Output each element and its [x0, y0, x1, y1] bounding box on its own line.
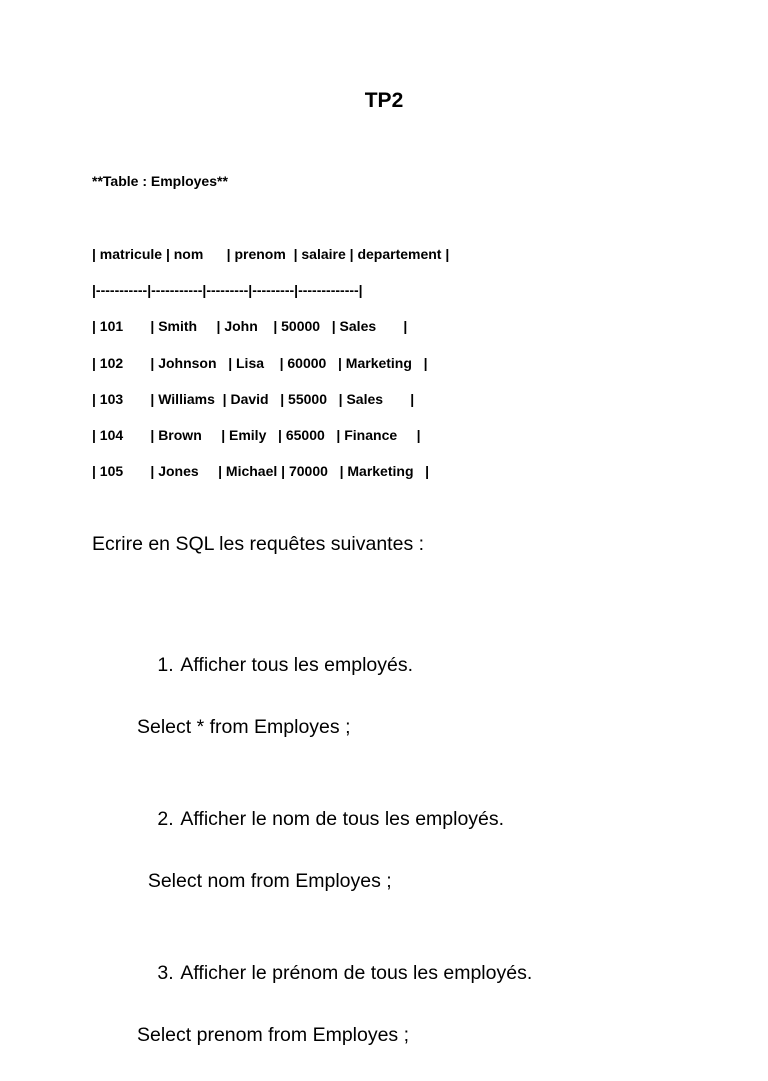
- table-row-line: | 102 | Johnson | Lisa | 60000 | Marketing |: [92, 354, 428, 371]
- table-caption: **Table : Employes**: [92, 173, 228, 189]
- sql-answer: Select nom from Employes ;: [137, 870, 392, 892]
- table-header-line: | matricule | nom | prenom | salaire | departement |: [92, 246, 450, 262]
- sql-answer: Select prenom from Employes ;: [137, 1024, 410, 1046]
- question-item: [114, 619, 532, 743]
- question-list: [114, 619, 532, 1081]
- question-item: [114, 773, 532, 897]
- table-row-line: | 101 | Smith | John | 50000 | Sales |: [92, 318, 408, 335]
- table-separator-line: |-----------|-----------|---------|---------|-------------|: [92, 282, 363, 299]
- question-number: 2.: [157, 808, 174, 830]
- question-number: 1.: [157, 654, 174, 676]
- instructions-text: Ecrire en SQL les requêtes suivantes :: [92, 533, 425, 555]
- table-row-line: | 103 | Williams | David | 55000 | Sales |: [92, 390, 415, 407]
- question-number: 3.: [157, 962, 174, 984]
- table-row-line: | 105 | Jones | Michael | 70000 | Marketing |: [92, 463, 430, 480]
- employes-table-text: [92, 245, 449, 498]
- sql-answer: Select * from Employes ;: [137, 716, 351, 738]
- question-text: Afficher le nom de tous les employés.: [180, 808, 505, 830]
- table-row-line: | 104 | Brown | Emily | 65000 | Finance |: [92, 426, 421, 443]
- question-text: Afficher tous les employés.: [180, 654, 414, 676]
- question-item: [114, 927, 532, 1051]
- document-title: TP2: [364, 89, 404, 112]
- question-text: Afficher le prénom de tous les employés.: [180, 962, 533, 984]
